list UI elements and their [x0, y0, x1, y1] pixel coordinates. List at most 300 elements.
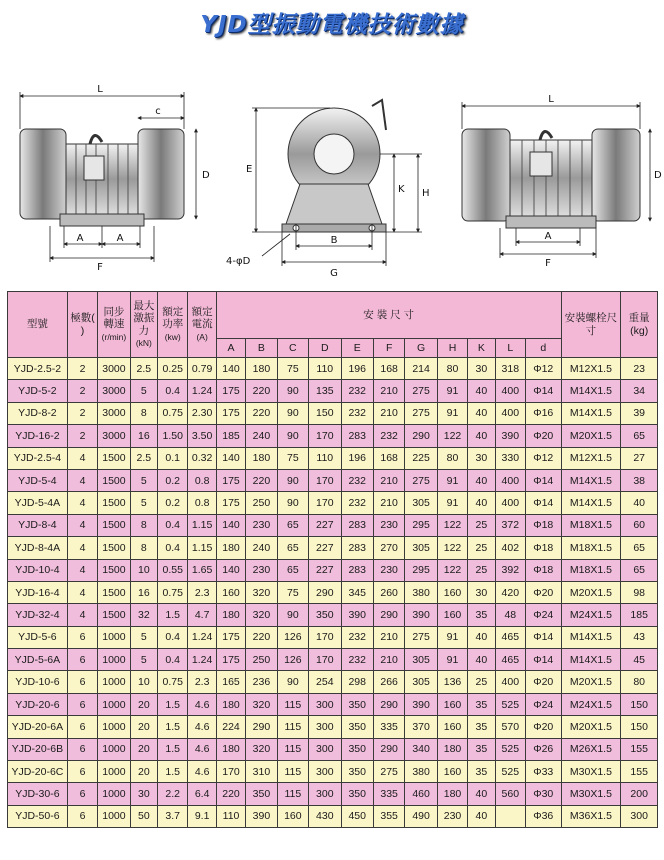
model-cell: YJD-8-4A: [8, 537, 68, 559]
table-cell: Φ12: [525, 447, 561, 469]
table-cell: 196: [341, 358, 373, 380]
table-cell: 390: [246, 805, 277, 827]
table-cell: 0.32: [188, 447, 216, 469]
table-cell: Φ14: [525, 492, 561, 514]
table-cell: M18X1.5: [561, 514, 621, 536]
table-cell: 300: [309, 761, 341, 783]
table-row: [8, 671, 658, 693]
table-cell: 1000: [98, 649, 130, 671]
model-cell: YJD-5-4A: [8, 492, 68, 514]
header-install-dims: 安 裝 尺 寸: [216, 292, 561, 339]
table-cell: 0.75: [158, 402, 188, 424]
table-cell: Φ18: [525, 514, 561, 536]
table-cell: 400: [495, 492, 525, 514]
table-cell: 170: [309, 469, 341, 491]
table-cell: 175: [216, 469, 245, 491]
table-cell: 6: [67, 626, 97, 648]
table-cell: 2.5: [130, 447, 157, 469]
table-row: [8, 716, 658, 738]
title-bar: [0, 0, 664, 44]
table-cell: 165: [216, 671, 245, 693]
table-cell: 10: [130, 559, 157, 581]
table-cell: 350: [341, 761, 373, 783]
table-cell: 155: [621, 761, 658, 783]
label-K: K: [398, 184, 405, 195]
table-cell: 230: [246, 514, 277, 536]
table-cell: 150: [621, 693, 658, 715]
table-cell: 160: [437, 581, 467, 603]
table-cell: 40: [468, 425, 495, 447]
table-cell: 283: [341, 425, 373, 447]
table-cell: 3000: [98, 380, 130, 402]
model-cell: YJD-20-6C: [8, 761, 68, 783]
table-cell: 115: [277, 693, 308, 715]
header-model: 型號: [8, 292, 68, 358]
table-cell: 3.50: [188, 425, 216, 447]
table-cell: 283: [341, 559, 373, 581]
table-cell: 230: [373, 514, 404, 536]
model-cell: YJD-20-6A: [8, 716, 68, 738]
table-cell: 300: [309, 716, 341, 738]
table-cell: 5: [130, 492, 157, 514]
table-cell: 1.65: [188, 559, 216, 581]
table-cell: 40: [468, 402, 495, 424]
table-cell: 65: [277, 514, 308, 536]
table-cell: 3000: [98, 425, 130, 447]
table-cell: 122: [437, 514, 467, 536]
table-cell: 35: [468, 693, 495, 715]
table-cell: 40: [621, 492, 658, 514]
table-cell: 4.6: [188, 761, 216, 783]
table-cell: 330: [495, 447, 525, 469]
table-row: [8, 738, 658, 760]
table-cell: 232: [341, 380, 373, 402]
table-cell: Φ26: [525, 738, 561, 760]
table-cell: 254: [309, 671, 341, 693]
table-cell: M26X1.5: [561, 738, 621, 760]
model-cell: YJD-2.5-2: [8, 358, 68, 380]
header-current: [188, 292, 216, 358]
table-cell: 210: [373, 402, 404, 424]
table-cell: 1500: [98, 604, 130, 626]
table-cell: 4: [67, 492, 97, 514]
table-cell: 232: [341, 469, 373, 491]
table-cell: 350: [341, 783, 373, 805]
table-cell: 305: [405, 537, 437, 559]
table-cell: Φ24: [525, 604, 561, 626]
table-cell: 1.15: [188, 514, 216, 536]
table-cell: 570: [495, 716, 525, 738]
table-cell: 140: [216, 358, 245, 380]
table-cell: 4: [67, 581, 97, 603]
table-cell: M18X1.5: [561, 559, 621, 581]
table-cell: 180: [246, 447, 277, 469]
model-cell: YJD-5-6A: [8, 649, 68, 671]
header-power-unit: (kw): [164, 331, 181, 342]
header-dim-C: C: [277, 339, 308, 358]
table-cell: 30: [468, 358, 495, 380]
table-cell: 45: [621, 649, 658, 671]
table-row: [8, 559, 658, 581]
table-cell: M30X1.5: [561, 783, 621, 805]
table-cell: 10: [130, 671, 157, 693]
label-A-right: A: [544, 231, 552, 242]
table-cell: 210: [373, 492, 404, 514]
table-cell: 400: [495, 380, 525, 402]
table-cell: 90: [277, 402, 308, 424]
table-cell: 40: [468, 783, 495, 805]
table-cell: 8: [130, 537, 157, 559]
table-cell: Φ20: [525, 716, 561, 738]
table-cell: 175: [216, 492, 245, 514]
label-F: F: [97, 262, 103, 273]
table-cell: 200: [621, 783, 658, 805]
table-row: [8, 805, 658, 827]
table-cell: 20: [130, 738, 157, 760]
label-D: D: [202, 170, 210, 181]
table-cell: Φ18: [525, 559, 561, 581]
table-cell: 340: [405, 738, 437, 760]
table-cell: M18X1.5: [561, 537, 621, 559]
header-weight-label: 重量: [628, 312, 650, 325]
table-cell: 170: [309, 649, 341, 671]
table-cell: 4.7: [188, 604, 216, 626]
table-cell: 25: [468, 559, 495, 581]
table-cell: 9.1: [188, 805, 216, 827]
table-cell: 3000: [98, 402, 130, 424]
table-cell: 168: [373, 447, 404, 469]
table-cell: 40: [468, 805, 495, 827]
table-cell: 227: [309, 537, 341, 559]
table-cell: 290: [373, 738, 404, 760]
table-row: [8, 358, 658, 380]
table-cell: 250: [246, 492, 277, 514]
table-cell: 35: [468, 716, 495, 738]
table-cell: 65: [621, 537, 658, 559]
table-cell: 220: [246, 380, 277, 402]
table-cell: 1000: [98, 761, 130, 783]
table-cell: 232: [341, 649, 373, 671]
table-cell: 122: [437, 425, 467, 447]
header-dim-H: H: [437, 339, 467, 358]
header-bolt: 安裝螺栓尺寸: [561, 292, 621, 358]
table-cell: 16: [130, 425, 157, 447]
table-cell: 420: [495, 581, 525, 603]
table-cell: 0.25: [158, 358, 188, 380]
table-cell: 150: [621, 716, 658, 738]
table-cell: M14X1.5: [561, 649, 621, 671]
table-cell: 1.5: [158, 716, 188, 738]
table-cell: 180: [246, 358, 277, 380]
table-cell: 91: [437, 626, 467, 648]
label-A2: A: [116, 233, 124, 244]
table-cell: 305: [405, 649, 437, 671]
table-cell: 1000: [98, 626, 130, 648]
model-cell: YJD-5-2: [8, 380, 68, 402]
table-cell: Φ12: [525, 358, 561, 380]
table-cell: 214: [405, 358, 437, 380]
table-cell: 40: [468, 649, 495, 671]
table-cell: 400: [495, 402, 525, 424]
table-cell: 400: [495, 671, 525, 693]
table-cell: 275: [405, 626, 437, 648]
table-cell: 90: [277, 380, 308, 402]
label-E: E: [246, 164, 253, 175]
table-cell: 210: [373, 649, 404, 671]
label-hole: 4-φD: [226, 256, 251, 267]
label-L: L: [97, 84, 103, 95]
label-H: H: [422, 188, 430, 199]
table-cell: 236: [246, 671, 277, 693]
table-cell: 275: [373, 761, 404, 783]
table-cell: 1.24: [188, 649, 216, 671]
table-cell: 318: [495, 358, 525, 380]
table-cell: 180: [216, 537, 245, 559]
table-cell: 275: [405, 380, 437, 402]
table-cell: 1500: [98, 447, 130, 469]
table-cell: 392: [495, 559, 525, 581]
table-cell: 350: [309, 604, 341, 626]
table-cell: 175: [216, 649, 245, 671]
table-cell: 160: [277, 805, 308, 827]
table-cell: 320: [246, 604, 277, 626]
table-cell: M20X1.5: [561, 425, 621, 447]
table-cell: 90: [277, 604, 308, 626]
table-cell: 225: [405, 447, 437, 469]
table-cell: 390: [495, 425, 525, 447]
table-cell: M20X1.5: [561, 581, 621, 603]
table-cell: 240: [246, 425, 277, 447]
model-cell: YJD-5-6: [8, 626, 68, 648]
table-cell: 3.7: [158, 805, 188, 827]
table-cell: 1.24: [188, 380, 216, 402]
table-cell: 1.15: [188, 537, 216, 559]
header-force: [130, 292, 157, 358]
table-cell: 160: [437, 604, 467, 626]
table-cell: 30: [468, 581, 495, 603]
table-cell: 91: [437, 492, 467, 514]
table-cell: 2: [67, 425, 97, 447]
table-cell: 230: [437, 805, 467, 827]
header-dim-K: K: [468, 339, 495, 358]
table-cell: 240: [246, 537, 277, 559]
table-cell: Φ14: [525, 469, 561, 491]
table-cell: 180: [216, 604, 245, 626]
table-cell: 2.3: [188, 581, 216, 603]
table-cell: 196: [341, 447, 373, 469]
table-cell: 283: [341, 514, 373, 536]
table-cell: 335: [373, 716, 404, 738]
table-cell: 220: [246, 402, 277, 424]
table-cell: 0.8: [188, 469, 216, 491]
table-cell: 40: [468, 380, 495, 402]
table-cell: 300: [621, 805, 658, 827]
table-cell: 290: [405, 425, 437, 447]
table-cell: 150: [309, 402, 341, 424]
table-cell: 390: [405, 604, 437, 626]
header-dim-d: d: [525, 339, 561, 358]
header-power-label: 額定功率: [162, 306, 184, 331]
table-cell: 65: [621, 425, 658, 447]
table-cell: 335: [373, 783, 404, 805]
header-current-unit: (A): [196, 331, 208, 342]
table-cell: 0.1: [158, 447, 188, 469]
table-cell: 310: [246, 761, 277, 783]
table-cell: 227: [309, 514, 341, 536]
table-cell: 40: [468, 469, 495, 491]
table-cell: 175: [216, 380, 245, 402]
table-cell: 40: [468, 492, 495, 514]
table-cell: 232: [341, 492, 373, 514]
table-cell: M24X1.5: [561, 604, 621, 626]
model-cell: YJD-16-2: [8, 425, 68, 447]
table-cell: 30: [468, 447, 495, 469]
table-cell: 560: [495, 783, 525, 805]
header-poles: 極數( ): [67, 292, 97, 358]
table-row: [8, 492, 658, 514]
table-cell: 122: [437, 537, 467, 559]
table-cell: 295: [405, 514, 437, 536]
table-cell: 227: [309, 559, 341, 581]
table-cell: 305: [405, 492, 437, 514]
table-cell: 0.2: [158, 469, 188, 491]
table-cell: 80: [437, 447, 467, 469]
table-cell: 155: [621, 738, 658, 760]
table-cell: 1500: [98, 469, 130, 491]
table-cell: 270: [373, 537, 404, 559]
table-row: [8, 425, 658, 447]
table-cell: M12X1.5: [561, 447, 621, 469]
header-force-unit: (kN): [135, 337, 152, 348]
table-cell: M14X1.5: [561, 469, 621, 491]
table-cell: 48: [495, 604, 525, 626]
table-cell: 230: [373, 559, 404, 581]
table-cell: 1000: [98, 805, 130, 827]
table-cell: 80: [437, 358, 467, 380]
table-cell: M24X1.5: [561, 693, 621, 715]
table-cell: 1.5: [158, 693, 188, 715]
table-cell: Φ30: [525, 783, 561, 805]
table-cell: 38: [621, 469, 658, 491]
table-cell: 91: [437, 380, 467, 402]
model-cell: YJD-16-4: [8, 581, 68, 603]
header-weight-unit: (kg): [630, 324, 649, 337]
header-dim-L: L: [495, 339, 525, 358]
table-cell: 90: [277, 671, 308, 693]
table-cell: 260: [373, 581, 404, 603]
table-cell: 350: [341, 716, 373, 738]
table-cell: 460: [405, 783, 437, 805]
table-cell: 266: [373, 671, 404, 693]
table-cell: 355: [373, 805, 404, 827]
header-dim-A: A: [216, 339, 245, 358]
model-cell: YJD-10-6: [8, 671, 68, 693]
table-cell: 32: [130, 604, 157, 626]
table-cell: 16: [130, 581, 157, 603]
table-cell: 220: [246, 469, 277, 491]
table-cell: 180: [437, 783, 467, 805]
table-cell: 115: [277, 716, 308, 738]
table-cell: Φ20: [525, 425, 561, 447]
table-cell: 0.4: [158, 380, 188, 402]
table-cell: 1500: [98, 559, 130, 581]
table-cell: 320: [246, 581, 277, 603]
table-cell: 2: [67, 358, 97, 380]
table-cell: Φ18: [525, 537, 561, 559]
table-cell: 6: [67, 693, 97, 715]
table-cell: 430: [309, 805, 341, 827]
table-cell: 6: [67, 671, 97, 693]
table-cell: 170: [216, 761, 245, 783]
table-cell: 135: [309, 380, 341, 402]
table-cell: 1.5: [158, 761, 188, 783]
table-row: [8, 402, 658, 424]
table-cell: 0.4: [158, 537, 188, 559]
header-dim-G: G: [405, 339, 437, 358]
table-cell: 60: [621, 514, 658, 536]
model-cell: YJD-30-6: [8, 783, 68, 805]
table-cell: 210: [373, 380, 404, 402]
table-cell: 350: [246, 783, 277, 805]
table-cell: 136: [437, 671, 467, 693]
table-row: [8, 604, 658, 626]
table-cell: Φ20: [525, 671, 561, 693]
table-row: [8, 783, 658, 805]
table-cell: 450: [341, 805, 373, 827]
table-cell: 220: [246, 626, 277, 648]
table-cell: 300: [309, 738, 341, 760]
table-cell: 298: [341, 671, 373, 693]
table-cell: 50: [130, 805, 157, 827]
table-cell: 350: [341, 738, 373, 760]
table-cell: 5: [130, 626, 157, 648]
table-cell: 5: [130, 649, 157, 671]
table-cell: 20: [130, 693, 157, 715]
table-cell: 0.2: [158, 492, 188, 514]
table-cell: M30X1.5: [561, 761, 621, 783]
table-cell: 8: [130, 402, 157, 424]
table-cell: 170: [309, 626, 341, 648]
model-cell: YJD-8-4: [8, 514, 68, 536]
table-cell: 40: [468, 626, 495, 648]
header-dim-F: F: [373, 339, 404, 358]
label-B: B: [330, 235, 338, 246]
label-D-right: D: [654, 170, 662, 181]
table-cell: M14X1.5: [561, 402, 621, 424]
table-cell: 2.3: [188, 671, 216, 693]
header-dim-B: B: [246, 339, 277, 358]
table-cell: 160: [437, 716, 467, 738]
header-dim-E: E: [341, 339, 373, 358]
table-cell: 4.6: [188, 716, 216, 738]
table-cell: 300: [309, 783, 341, 805]
label-c: c: [155, 106, 161, 117]
table-cell: 1.5: [158, 738, 188, 760]
table-cell: 320: [246, 738, 277, 760]
table-row: [8, 649, 658, 671]
table-row: [8, 626, 658, 648]
page-title: YJD型振動電機技術數據: [200, 12, 464, 38]
table-cell: 180: [216, 738, 245, 760]
table-cell: 1000: [98, 671, 130, 693]
table-cell: M12X1.5: [561, 358, 621, 380]
table-cell: 75: [277, 358, 308, 380]
table-cell: 115: [277, 761, 308, 783]
table-cell: 90: [277, 425, 308, 447]
table-cell: 6.4: [188, 783, 216, 805]
table-cell: 210: [373, 469, 404, 491]
header-speed: [98, 292, 130, 358]
